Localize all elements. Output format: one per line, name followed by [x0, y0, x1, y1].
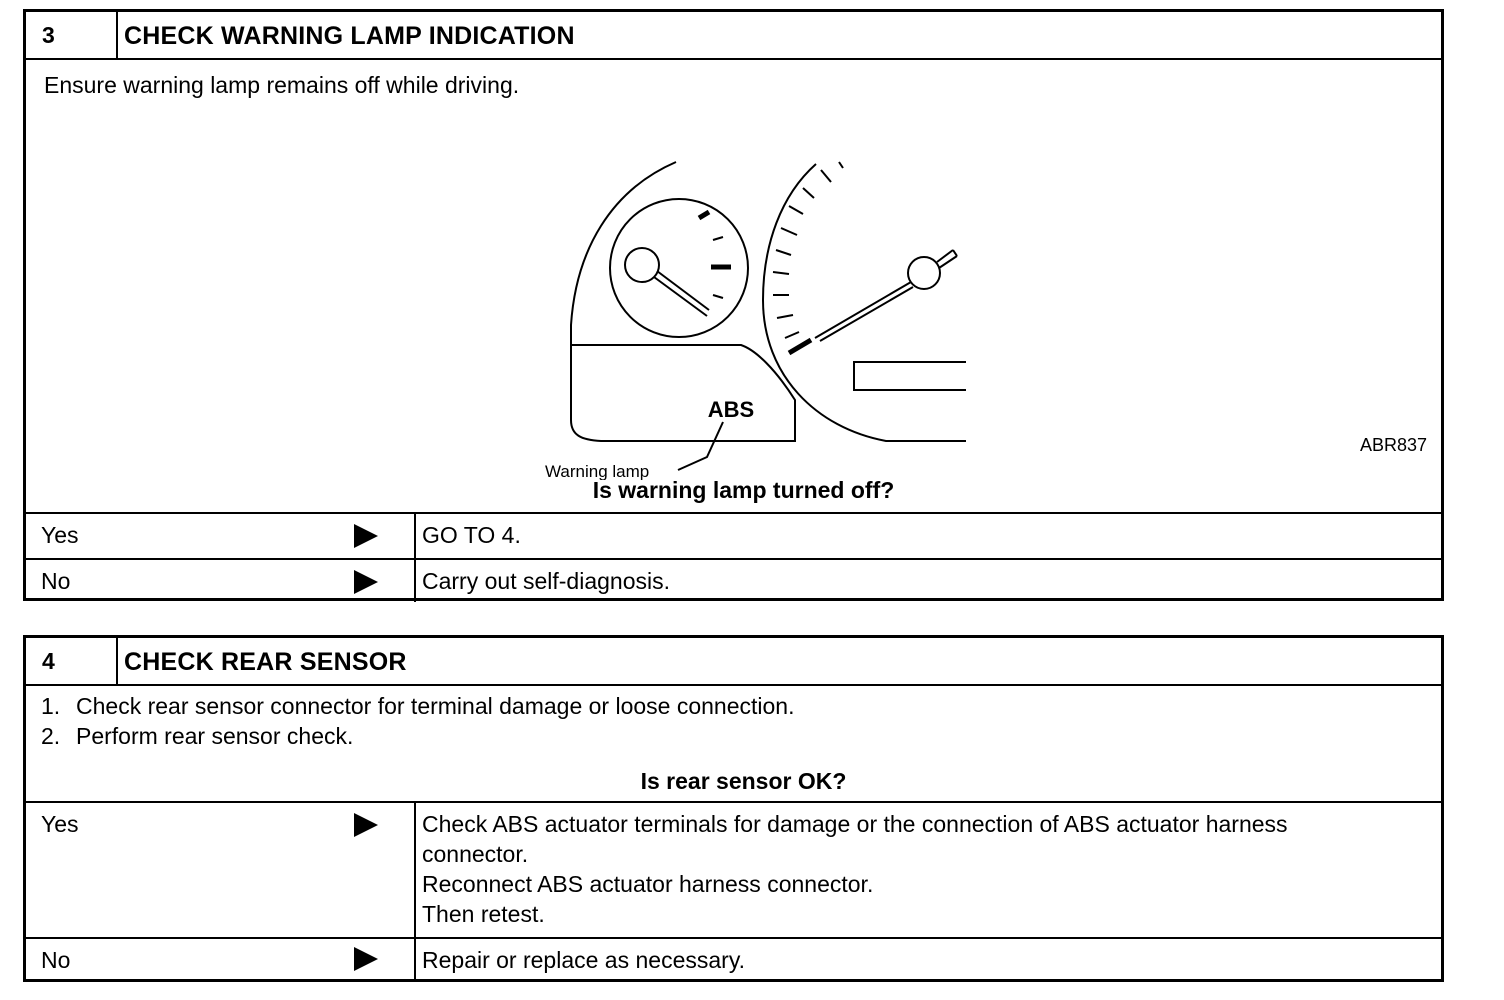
- instruction-number: 1.: [41, 693, 61, 719]
- instruction-text: Check rear sensor connector for terminal damage or loose connection.: [76, 693, 795, 719]
- no-action: Repair or replace as necessary.: [422, 947, 745, 973]
- action-line: Reconnect ABS actuator harness connector.: [422, 871, 874, 897]
- no-cell: [26, 560, 416, 602]
- action-line: Check ABS actuator terminals for damage or the connection of ABS actuator harness: [422, 811, 1288, 837]
- yes-label: Yes: [41, 811, 79, 837]
- yes-action: GO TO 4.: [422, 522, 521, 548]
- right-triangle-icon: [354, 947, 378, 971]
- yes-cell: [26, 803, 416, 937]
- step-3-table: [23, 9, 1444, 601]
- step-4-title: CHECK REAR SENSOR: [124, 648, 407, 676]
- warning-lamp-label: Warning lamp: [545, 462, 650, 480]
- step-4-body: [26, 686, 1441, 803]
- yes-label: Yes: [41, 522, 79, 548]
- yes-cell: [26, 514, 416, 558]
- right-triangle-icon: [354, 524, 378, 548]
- no-cell: [26, 939, 416, 981]
- no-label: No: [41, 568, 71, 594]
- step-3-body: [26, 60, 1441, 514]
- step-4-yes-row: [26, 803, 1441, 937]
- no-label: No: [41, 947, 71, 973]
- step-3-title: CHECK WARNING LAMP INDICATION: [124, 22, 575, 50]
- right-triangle-icon: [354, 813, 378, 837]
- step-4-number: 4: [26, 638, 118, 684]
- step-3-number: 3: [26, 12, 118, 58]
- yes-action: [416, 803, 1441, 937]
- step-4-header: [26, 638, 1441, 686]
- instruction-item: [41, 691, 794, 721]
- step-3-question: Is warning lamp turned off?: [592, 477, 895, 503]
- instrument-cluster-figure: [541, 150, 971, 480]
- action-line: Then retest.: [422, 901, 545, 927]
- instruction-number: 2.: [41, 723, 61, 749]
- action-line: connector.: [422, 841, 529, 867]
- step-3-instruction: Ensure warning lamp remains off while driving.: [44, 72, 520, 98]
- step-4-instructions: [41, 691, 794, 751]
- abs-label: ABS: [707, 397, 755, 422]
- no-action: Carry out self-diagnosis.: [422, 568, 670, 594]
- step-3-no-row: [26, 558, 1441, 602]
- right-triangle-icon: [354, 570, 378, 594]
- instruction-item: [41, 721, 794, 751]
- step-3-yes-row: [26, 514, 1441, 558]
- instruction-text: Perform rear sensor check.: [76, 723, 354, 749]
- step-4-question: Is rear sensor OK?: [640, 768, 847, 794]
- step-4-no-row: [26, 937, 1441, 981]
- figure-code: ABR837: [1359, 435, 1427, 455]
- step-3-header: [26, 12, 1441, 60]
- step-4-table: [23, 635, 1444, 982]
